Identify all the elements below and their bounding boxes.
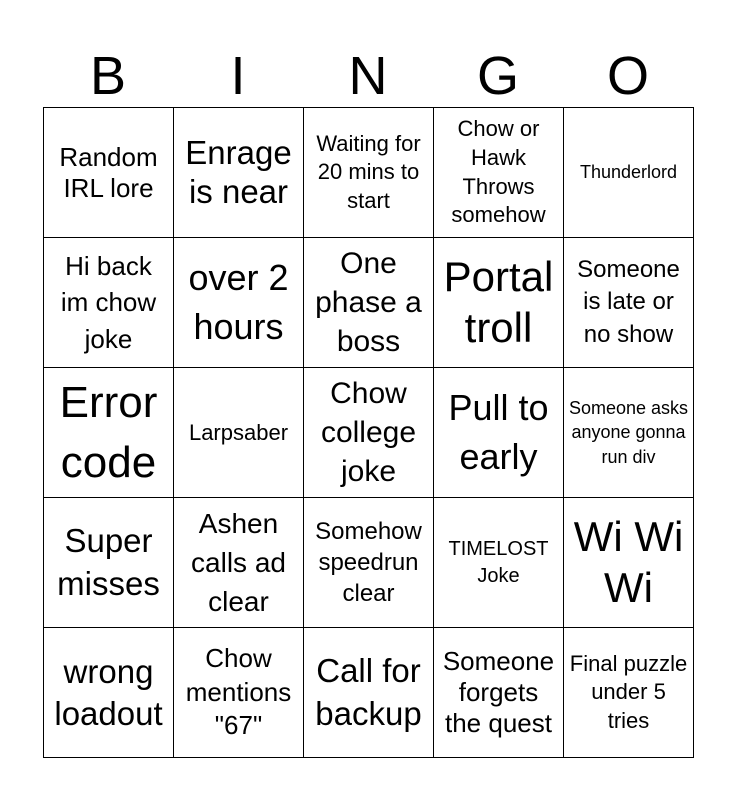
- bingo-cell[interactable]: [174, 238, 304, 368]
- bingo-cell[interactable]: [564, 498, 694, 628]
- bingo-cell-text: Chow mentions "67": [185, 642, 292, 741]
- bingo-cell[interactable]: [304, 108, 434, 238]
- header-letter-g: G: [476, 46, 519, 106]
- header-letter-b: B: [89, 46, 127, 106]
- bingo-cell[interactable]: [434, 368, 564, 498]
- bingo-cell[interactable]: [564, 238, 694, 368]
- bingo-cell-text: Chow or Hawk Throws somehow: [451, 116, 546, 228]
- bingo-cell[interactable]: [44, 238, 174, 368]
- bingo-cell-text: Random IRL lore: [59, 142, 158, 203]
- bingo-cell[interactable]: [174, 368, 304, 498]
- header-letter-n: N: [348, 46, 388, 106]
- bingo-board: [43, 107, 694, 758]
- bingo-cell-text: Final puzzle under 5 tries: [569, 650, 688, 733]
- header-letter-i: I: [230, 46, 246, 106]
- bingo-cell[interactable]: [44, 108, 174, 238]
- bingo-cell-text: Portal troll: [443, 253, 554, 351]
- bingo-cell[interactable]: [304, 498, 434, 628]
- bingo-cell[interactable]: [304, 238, 434, 368]
- bingo-cell-text: Someone asks anyone gonna run div: [568, 398, 689, 467]
- bingo-cell[interactable]: [174, 628, 304, 758]
- bingo-cell-text: Ashen calls ad clear: [191, 507, 286, 618]
- bingo-cell[interactable]: [44, 498, 174, 628]
- bingo-cell[interactable]: [434, 238, 564, 368]
- bingo-cell-text: over 2 hours: [188, 256, 289, 347]
- bingo-cell-text: Hi back im chow joke: [60, 250, 157, 354]
- bingo-cell-text: Chow college joke: [320, 377, 417, 488]
- header-letter-o: O: [606, 46, 649, 106]
- bingo-cell[interactable]: [44, 628, 174, 758]
- bingo-cell[interactable]: [434, 628, 564, 758]
- bingo-header: [43, 46, 693, 106]
- bingo-cell-text: Someone forgets the quest: [442, 645, 555, 739]
- bingo-cell[interactable]: [564, 628, 694, 758]
- bingo-cell-text: Super misses: [57, 521, 160, 602]
- bingo-cell[interactable]: [564, 108, 694, 238]
- bingo-cell[interactable]: [304, 628, 434, 758]
- bingo-cell-text: Pull to early: [448, 386, 549, 477]
- bingo-cell-text: Someone is late or no show: [577, 255, 680, 348]
- bingo-cell-text: TIMELOST Joke: [448, 537, 549, 587]
- bingo-cell-text: Enrage is near: [185, 133, 292, 210]
- bingo-cell-text: Thunderlord: [579, 161, 678, 182]
- bingo-cell[interactable]: [434, 498, 564, 628]
- bingo-cell[interactable]: [44, 368, 174, 498]
- bingo-cell[interactable]: [174, 108, 304, 238]
- bingo-cell[interactable]: [304, 368, 434, 498]
- bingo-cell-text: Somehow speedrun clear: [315, 517, 422, 608]
- bingo-cell[interactable]: [174, 498, 304, 628]
- bingo-cell-text: One phase a boss: [315, 247, 422, 358]
- bingo-cell-text: Larpsaber: [188, 419, 289, 445]
- bingo-cell-text: Waiting for 20 mins to start: [316, 130, 421, 213]
- bingo-cell-text: wrong loadout: [54, 653, 163, 732]
- bingo-cell-text: Wi Wi Wi: [573, 513, 684, 611]
- bingo-cell[interactable]: [564, 368, 694, 498]
- bingo-cell[interactable]: [434, 108, 564, 238]
- bingo-cell-text: Error code: [59, 378, 158, 487]
- bingo-cell-text: Call for backup: [315, 651, 422, 732]
